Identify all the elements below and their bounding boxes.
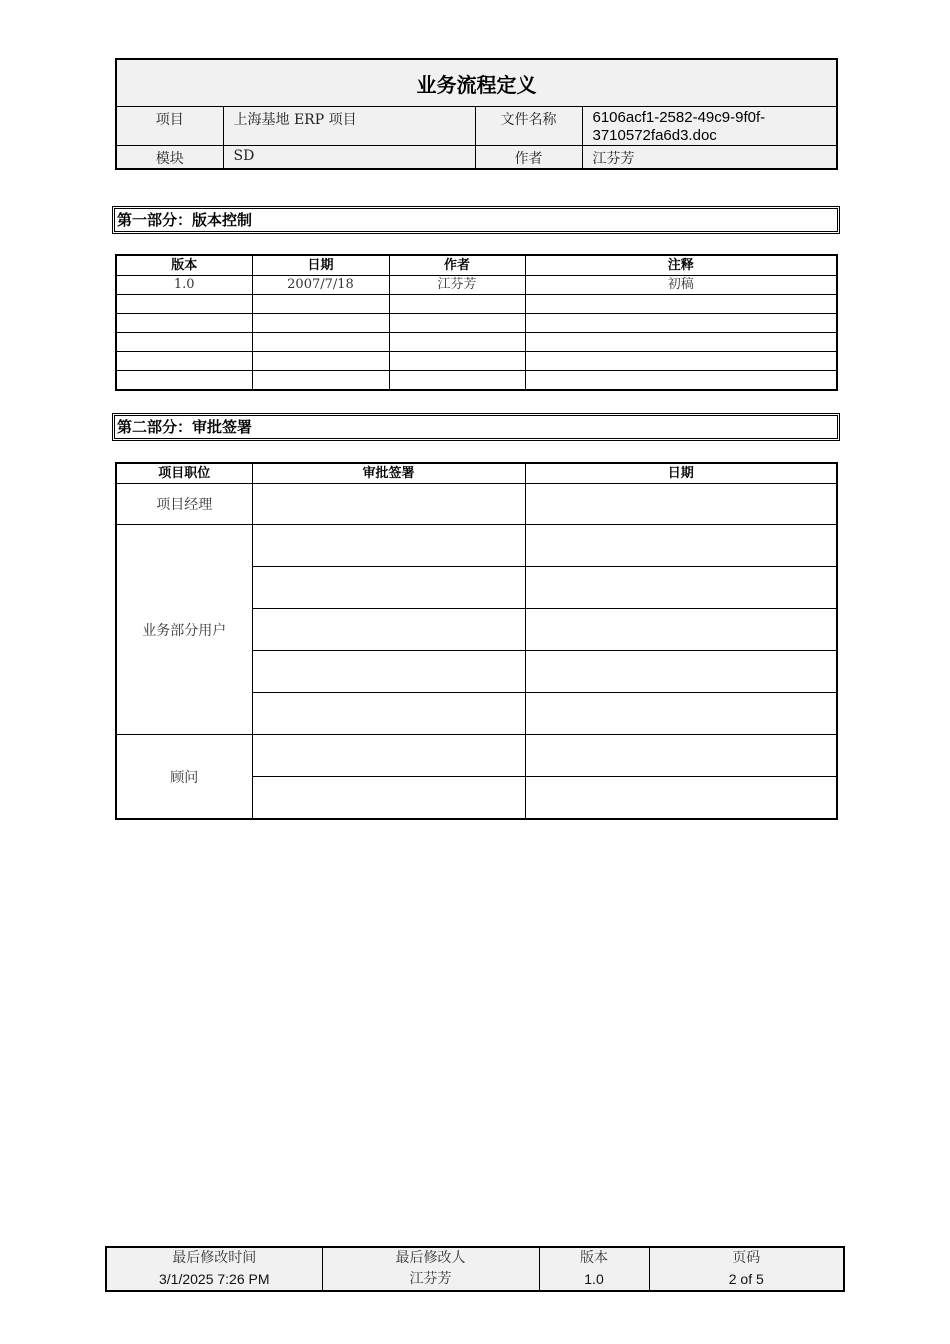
- footer-label-page: 页码: [649, 1247, 844, 1269]
- author-cell: [389, 333, 525, 352]
- approval-table-header-row: [116, 463, 837, 484]
- date-cell: [252, 371, 389, 391]
- module-value: SD: [223, 146, 475, 170]
- column-header: 项目职位: [116, 463, 252, 484]
- author-cell: 江芬芳: [389, 276, 525, 295]
- table-row: [116, 735, 837, 777]
- date-cell: [525, 777, 837, 820]
- author-cell: [389, 295, 525, 314]
- author-cell: [389, 352, 525, 371]
- date-cell: [252, 333, 389, 352]
- filename-label: 文件名称: [475, 107, 582, 146]
- table-row: [116, 276, 837, 295]
- table-row: [116, 333, 837, 352]
- date-cell: 2007/7/18: [252, 276, 389, 295]
- date-cell: [525, 567, 837, 609]
- note-cell: 初稿: [525, 276, 837, 295]
- table-row: [116, 371, 837, 391]
- note-cell: [525, 333, 837, 352]
- table-row: [116, 484, 837, 525]
- project-label: 项目: [116, 107, 223, 146]
- signature-cell: [252, 484, 525, 525]
- column-header: 日期: [525, 463, 837, 484]
- date-cell: [525, 609, 837, 651]
- column-header: 审批签署: [252, 463, 525, 484]
- date-cell: [525, 484, 837, 525]
- column-header: 注释: [525, 255, 837, 276]
- column-header: 版本: [116, 255, 252, 276]
- version-cell: [116, 371, 252, 391]
- date-cell: [252, 314, 389, 333]
- author-label: 作者: [475, 146, 582, 170]
- footer-value-version: 1.0: [539, 1269, 649, 1291]
- table-row: [116, 525, 837, 567]
- footer-value-last-modified-by: 江芬芳: [322, 1269, 539, 1291]
- date-cell: [252, 295, 389, 314]
- footer-label-version: 版本: [539, 1247, 649, 1269]
- page-footer-table: [105, 1246, 845, 1292]
- footer-labels-row: [106, 1247, 844, 1269]
- role-consultant: 顾问: [116, 735, 252, 820]
- section-approval-title: 第二部分：审批签署: [112, 413, 840, 441]
- note-cell: [525, 352, 837, 371]
- footer-value-page: 2 of 5: [649, 1269, 844, 1291]
- author-cell: [389, 314, 525, 333]
- version-cell: [116, 295, 252, 314]
- signature-cell: [252, 651, 525, 693]
- module-label: 模块: [116, 146, 223, 170]
- date-cell: [252, 352, 389, 371]
- role-business-user: 业务部分用户: [116, 525, 252, 735]
- version-control-table: [115, 254, 838, 391]
- signature-cell: [252, 567, 525, 609]
- signature-cell: [252, 525, 525, 567]
- document-title: 业务流程定义: [116, 59, 837, 107]
- table-row: [116, 352, 837, 371]
- table-row: [116, 314, 837, 333]
- role-project-manager: 项目经理: [116, 484, 252, 525]
- author-value: 江芬芳: [582, 146, 837, 170]
- note-cell: [525, 314, 837, 333]
- version-cell: 1.0: [116, 276, 252, 295]
- version-cell: [116, 314, 252, 333]
- signature-cell: [252, 777, 525, 820]
- document-header-table: [115, 58, 838, 170]
- date-cell: [525, 525, 837, 567]
- date-cell: [525, 651, 837, 693]
- approval-table: [115, 462, 838, 820]
- footer-label-last-modified-time: 最后修改时间: [106, 1247, 322, 1269]
- section-version-control-title: 第一部分：版本控制: [112, 206, 840, 234]
- column-header: 作者: [389, 255, 525, 276]
- date-cell: [525, 693, 837, 735]
- table-row: [116, 295, 837, 314]
- signature-cell: [252, 609, 525, 651]
- author-cell: [389, 371, 525, 391]
- project-value: 上海基地 ERP 项目: [223, 107, 475, 146]
- signature-cell: [252, 693, 525, 735]
- signature-cell: [252, 735, 525, 777]
- footer-value-last-modified-time: 3/1/2025 7:26 PM: [106, 1269, 322, 1291]
- version-cell: [116, 333, 252, 352]
- note-cell: [525, 371, 837, 391]
- footer-values-row: [106, 1269, 844, 1291]
- column-header: 日期: [252, 255, 389, 276]
- filename-value: 6106acf1-2582-49c9-9f0f-3710572fa6d3.doc: [582, 107, 837, 146]
- footer-label-last-modified-by: 最后修改人: [322, 1247, 539, 1269]
- version-table-header-row: [116, 255, 837, 276]
- note-cell: [525, 295, 837, 314]
- date-cell: [525, 735, 837, 777]
- version-cell: [116, 352, 252, 371]
